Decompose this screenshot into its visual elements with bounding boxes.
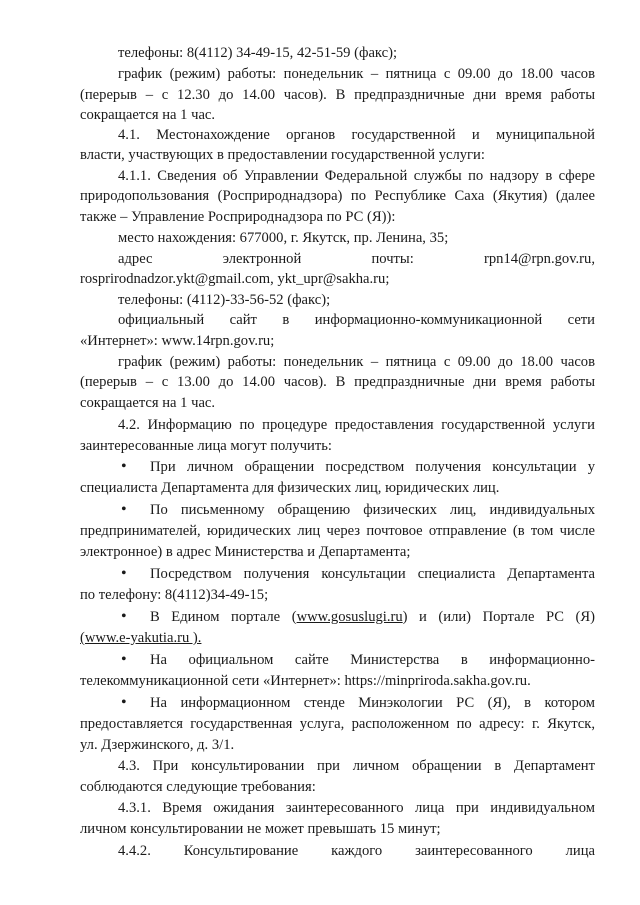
text-line: по телефону: 8(4112)34-49-15; xyxy=(80,587,269,603)
text-line xyxy=(80,629,595,649)
text-line: На информационном стенде Минэкологии РС (Я), в котором xyxy=(150,695,595,711)
text-line: сокращается на 1 час. xyxy=(80,107,216,123)
text-line: власти, участвующих в предоставлении государственной услуги: xyxy=(80,147,485,163)
text-line: соблюдаются следующие требования: xyxy=(80,779,316,795)
text-line-portals xyxy=(150,608,595,628)
text-line: На официальном сайте Министерства в информационно- xyxy=(150,652,595,668)
text-line: место нахождения: 677000, г. Якутск, пр. Ленина, 35; xyxy=(118,230,449,246)
text-line: По письменному обращению физических лиц, индивидуальных xyxy=(150,502,595,518)
text-line: график (режим) работы: понедельник – пятница с 09.00 до 18.00 часов xyxy=(118,354,595,370)
text-line: 4.1.1. Сведения об Управлении Федеральной службы по надзору в сфере xyxy=(118,168,595,184)
bullet-icon: • xyxy=(121,694,127,711)
link-gosuslugi[interactable]: www.gosuslugi.ru xyxy=(296,609,403,625)
text-line: заинтересованные лица могут получить: xyxy=(80,438,332,454)
text-line: телефоны: 8(4112) 34-49-15, 42-51-59 (факс); xyxy=(118,45,398,61)
text-line: электронное) в адрес Министерства и Департамента; xyxy=(80,544,411,560)
text-line: 4.2. Информацию по процедуре предоставления государственной услуги xyxy=(118,417,595,433)
text-line: Посредством получения консультации специалиста Департамента xyxy=(150,566,595,582)
text-line: специалиста Департамента для физических лиц, юридических лиц. xyxy=(80,480,500,496)
text-line: адрес электронной почты: rpn14@rpn.gov.ru, xyxy=(118,251,595,267)
bullet-icon: • xyxy=(121,565,127,582)
bullet-icon: • xyxy=(121,651,127,668)
text-line: личном консультировании не может превышать 15 минут; xyxy=(80,821,441,837)
bullet-icon: • xyxy=(121,458,127,475)
text-line: предоставляется государственная услуга, расположенном по адресу: г. Якутск, xyxy=(80,716,595,732)
text-line: «Интернет»: www.14rpn.gov.ru; xyxy=(80,333,275,349)
text-line: При личном обращении посредством получения консультации у xyxy=(150,459,595,475)
text-line: сокращается на 1 час. xyxy=(80,395,216,411)
text-line: 4.3. При консультировании при личном обращении в Департамент xyxy=(118,758,595,774)
text-line: ул. Дзержинского, д. 3/1. xyxy=(80,737,235,753)
text-line: также – Управление Росприроднадзора по РС (Я)): xyxy=(80,209,396,225)
text-line: официальный сайт в информационно-коммуникационной сети xyxy=(118,312,595,328)
text-line: (перерыв – с 12.30 до 14.00 часов). В предпраздничные дни время работы xyxy=(80,87,595,103)
text-line: телефоны: (4112)-33-56-52 (факс); xyxy=(118,292,331,308)
text-line: 4.1. Местонахождение органов государственной и муниципальной xyxy=(118,127,595,143)
text-line: природопользования (Росприроднадзора) по Республике Саха (Якутия) (далее xyxy=(80,188,595,204)
text-line: телекоммуникационной сети «Интернет»: https://minpriroda.sakha.gov.ru. xyxy=(80,673,531,689)
text-line: предпринимателей, юридических лиц через почтовое отправление (в том числе xyxy=(80,523,595,539)
link-e-yakutia[interactable]: (www.e-yakutia.ru ). xyxy=(80,630,202,646)
text-line: 4.4.2. Консультирование каждого заинтересованного лица xyxy=(118,843,595,859)
text-line: В Едином портале (www.gosuslugi.ru) и (или) Портале РС (Я) xyxy=(150,609,595,625)
text-line: rosprirodnadzor.ykt@gmail.com, ykt_upr@sakha.ru; xyxy=(80,271,390,287)
bullet-icon: • xyxy=(121,608,127,625)
text-line: 4.3.1. Время ожидания заинтересованного лица при индивидуальном xyxy=(118,800,595,816)
bullet-icon: • xyxy=(121,501,127,518)
text-line: график (режим) работы: понедельник – пятница с 09.00 до 18.00 часов xyxy=(118,66,595,82)
text-line: (перерыв – с 13.00 до 14.00 часов). В предпраздничные дни время работы xyxy=(80,374,595,390)
